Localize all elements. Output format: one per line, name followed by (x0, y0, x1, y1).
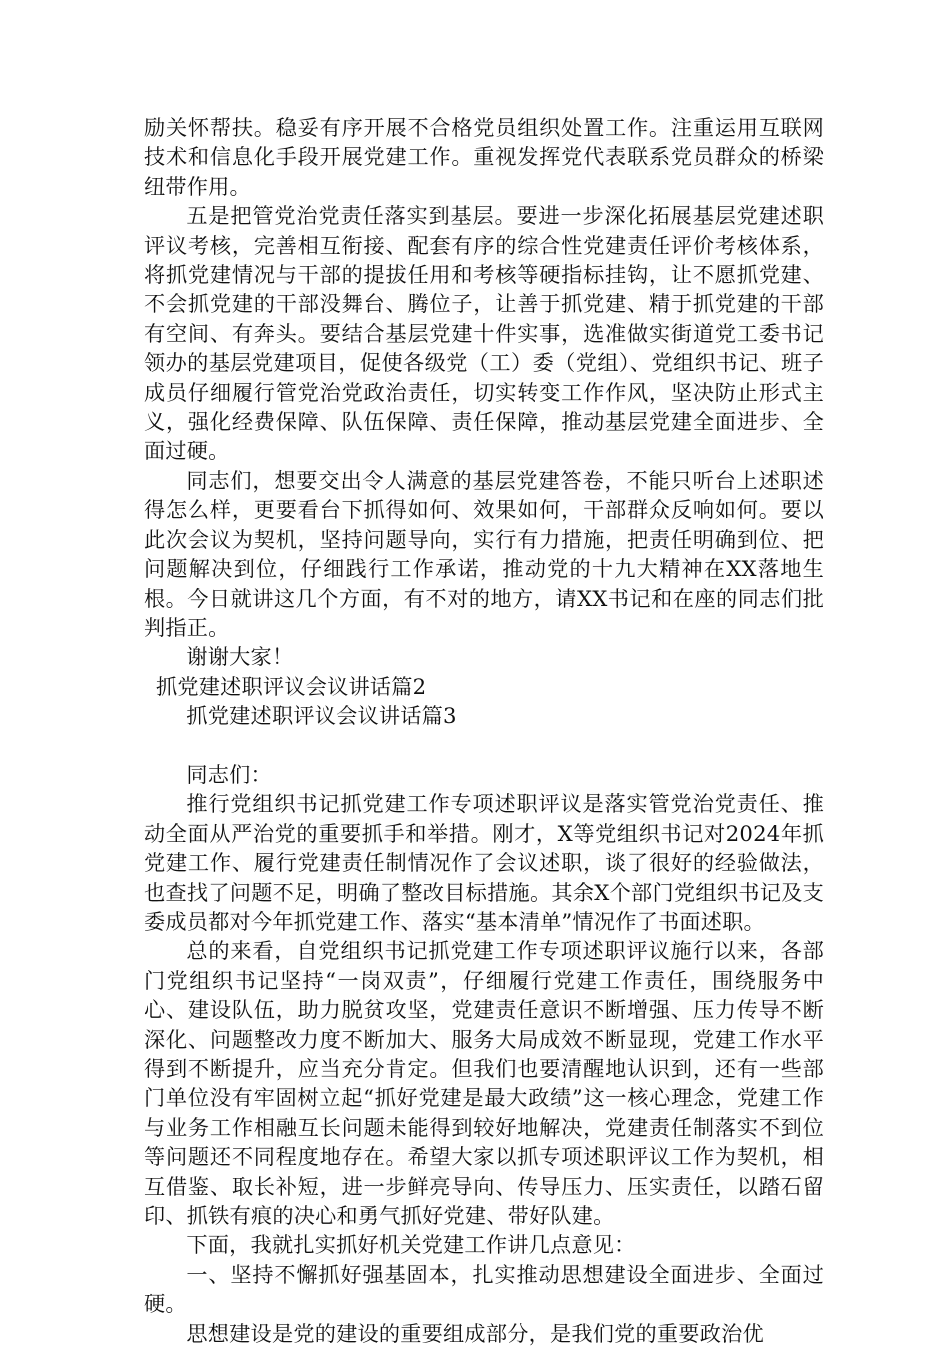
blank-line (144, 731, 824, 760)
section-heading-2: 抓党建述职评议会议讲话篇2 (156, 673, 427, 699)
paragraph: 同志们，想要交出令人满意的基层党建答卷，不能只听台上述职述得怎么样，更要看台下抓得如何、效果如何，干部群众反响如何。要以此次会议为契机，坚持问题导向，实行有力措施，把责任明确到位、把问题解决到位，仔细践行工作承诺，推动党的十九大精神在XX落地生根。今日就讲这几个方面，有不对的地方，请XX书记和在座的同志们批判指正。 (144, 467, 824, 640)
greeting: 同志们： (186, 761, 272, 787)
paragraph: 励关怀帮扶。稳妥有序开展不合格党员组织处置工作。注重运用互联网技术和信息化手段开展党建工作。重视发挥党代表联系党员群众的桥梁纽带作用。 (144, 115, 824, 199)
paragraph: 下面，我就扎实抓好机关党建工作讲几点意见： (186, 1232, 636, 1258)
paragraph: 总的来看，自党组织书记抓党建工作专项述职评议施行以来，各部门党组织书记坚持“一岗双责”，仔细履行党建工作责任，围绕服务中心、建设队伍，助力脱贫攻坚，党建责任意识不断增强、压力传导不断深化、问题整改力度不断加大、服务大局成效不断显现，党建工作水平得到不断提升，应当充分肯定。但我们也要清醒地认识到，还有一些部门单位没有牢固树立起“抓好党建是最大政绩”这一核心理念，党建工作与业务工作相融互长问题未能得到较好地解决，党建责任制落实不到位等问题还不同程度地存在。希望大家以抓专项述职评议工作为契机，相互借鉴、取长补短，进一步鲜亮导向、传导压力、压实责任，以踏石留印、抓铁有痕的决心和勇气抓好党建、带好队建。 (144, 938, 824, 1229)
paragraph: 一、坚持不懈抓好强基固本，扎实推动思想建设全面进步、全面过硬。 (144, 1261, 824, 1317)
document-body (144, 113, 824, 1348)
closing-thanks: 谢谢大家！ (186, 644, 294, 670)
paragraph: 五是把管党治党责任落实到基层。要进一步深化拓展基层党建述职评议考核，完善相互衔接、配套有序的综合性党建责任评价考核体系，将抓党建情况与干部的提拔任用和考核等硬指标挂钩，让不愿抓党建、不会抓党建的干部没舞台、腾位子，让善于抓党建、精于抓党建的干部有空间、有奔头。要结合基层党建十件实事，选准做实街道党工委书记领办的基层党建项目，促使各级党（工）委（党组）、党组织书记、班子成员仔细履行管党治党政治责任，切实转变工作作风，坚决防止形式主义，强化经费保障、队伍保障、责任保障，推动基层党建全面进步、全面过硬。 (144, 203, 824, 464)
paragraph: 推行党组织书记抓党建工作专项述职评议是落实管党治党责任、推动全面从严治党的重要抓手和举措。刚才，X等党组织书记对2024年抓党建工作、履行党建责任制情况作了会议述职，谈了很好的经验做法，也查找了问题不足，明确了整改目标措施。其余X个部门党组织书记及支委成员都对今年抓党建工作、落实“基本清单”情况作了书面述职。 (144, 791, 824, 934)
paragraph: 思想建设是党的建设的重要组成部分，是我们党的重要政治优 (186, 1320, 764, 1346)
section-heading-3: 抓党建述职评议会议讲话篇3 (186, 703, 457, 729)
